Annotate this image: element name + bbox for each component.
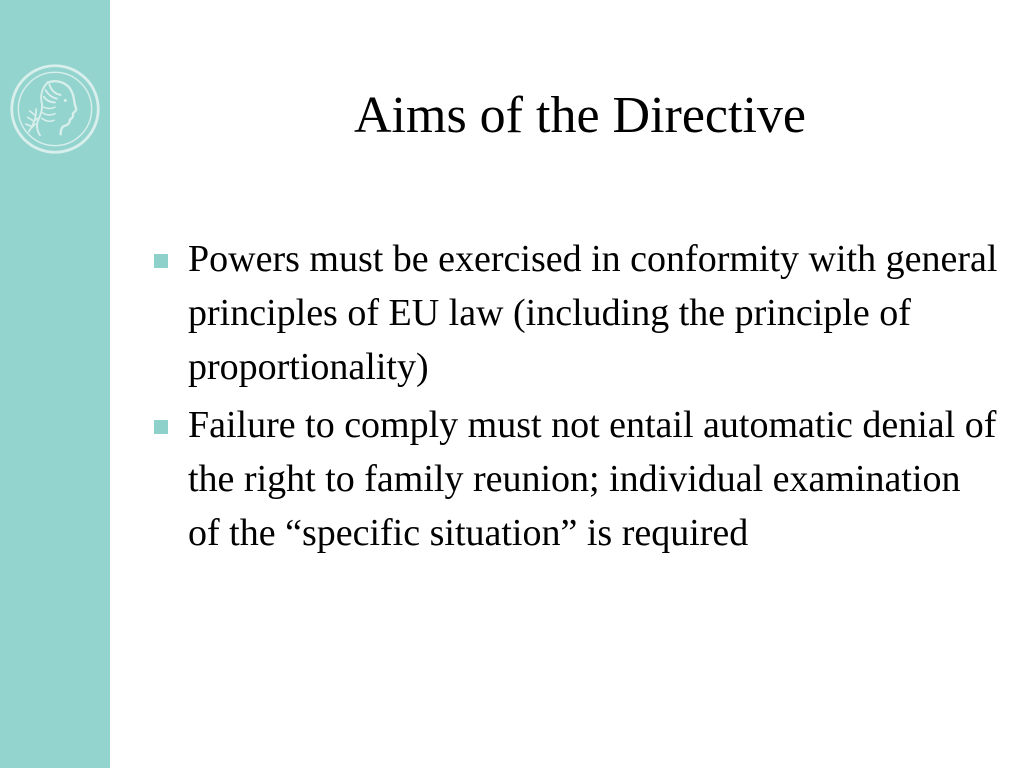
bullet-text: Powers must be exercised in conformity with general principles of EU law (including the principle of proportionality) <box>188 238 998 388</box>
bullet-list <box>150 232 1000 564</box>
bullet-text: Failure to comply must not entail automatic denial of the right to family reunion; individual examination of the “specific situation” is required <box>188 404 997 554</box>
bullet-item <box>150 398 1000 560</box>
slide-title: Aims of the Directive <box>354 87 806 144</box>
minerva-head-seal-icon <box>8 62 102 156</box>
square-bullet-icon <box>154 420 168 434</box>
square-bullet-icon <box>154 254 168 268</box>
sidebar-accent-bar <box>0 0 110 768</box>
bullet-item <box>150 232 1000 394</box>
